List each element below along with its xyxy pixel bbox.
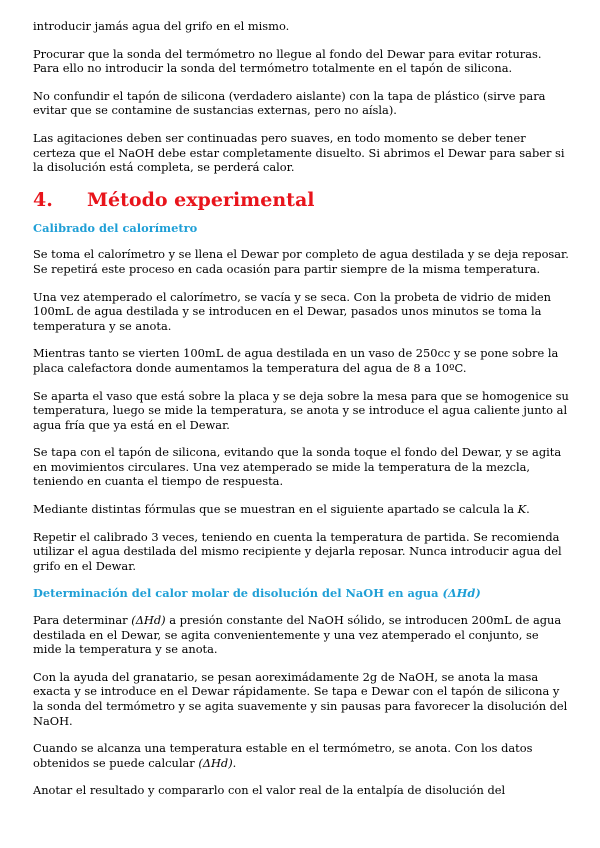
paragraph-granatario: Con la ayuda del granatario, se pesan aoreximádamente 2g de NaOH, se anota la masa exacta y se introduce en el Dewar rápidamente. Se tapa e Dewar con el tapón de silicona y la sonda del termómetro y se agita suavemente y sin pausas para favorecer la disolución del NaOH. <box>33 669 568 728</box>
determinar-pre: Para determinar <box>33 613 128 628</box>
paragraph-repetir: Repetir el calibrado 3 veces, teniendo en cuenta la temperatura de partida. Se recomienda utilizar el agua destilada del mismo recipiente y dejarla reposar. Nunca introducir agua del grifo en el Dewar. <box>33 529 562 573</box>
section-heading <box>33 188 570 212</box>
paragraph-anotar: Anotar el resultado y compararlo con el valor real de la entalpía de disolución del <box>33 783 506 798</box>
section-title: Método experimental <box>87 188 315 211</box>
paragraph-sonda: Procurar que la sonda del termómetro no llegue al fondo del Dewar para evitar roturas. Para ello no introducir la sonda del termómetro totalmente en el tapón de silicona. <box>33 46 542 76</box>
paragraph-temperatura-estable <box>33 741 570 770</box>
temperatura-var: (ΔHd) <box>198 755 233 770</box>
subheading-calibrado: Calibrado del calorímetro <box>33 220 198 235</box>
formula-variable: K <box>517 502 527 517</box>
paragraph-calibrado-2: Una vez atemperado el calorímetro, se vacía y se seca. Con la probeta de vidrio de miden 100mL de agua destilada y se introducen en el Dewar, pasados unos minutos se toma la temperatura y se anota. <box>33 289 551 333</box>
determinar-var: (ΔHd) <box>131 613 166 628</box>
paragraph-tapon: No confundir el tapón de silicona (verdadero aislante) con la tapa de plástico (sirve para evitar que se contamine de sustancias externas, pero no aísla). <box>33 88 546 118</box>
paragraph-calibrado-5: Se tapa con el tapón de silicona, evitando que la sonda toque el fondo del Dewar, y se agita en movimientos circulares. Una vez atemperado se mide la temperatura de la mezcla, teniendo en cuanta el tiempo de respuesta. <box>33 445 562 489</box>
paragraph-calibrado-1: Se toma el calorímetro y se llena el Dewar por completo de agua destilada y se deja reposar. Se repetirá este proceso en cada ocasión para partir siempre de la misma temperatura. <box>33 247 569 276</box>
temperatura-end: . <box>232 755 237 770</box>
subheading-determinacion-text: Determinación del calor molar de disolución del NaOH en agua <box>33 586 439 601</box>
section-number: 4. <box>33 188 53 211</box>
determinar-post: a presión constante del NaOH sólido, se introducen 200mL de agua destilada en el Dewar, se agita convenientemente y una vez atemperado el conjunto, se mide la temperatura y se anota. <box>33 613 562 657</box>
temperatura-pre: Cuando se alcanza una temperatura estable en el termómetro, se anota. Con los datos obtenidos se puede calcular <box>33 741 533 770</box>
paragraph-calibrado-3: Mientras tanto se vierten 100mL de agua destilada en un vaso de 250cc y se pone sobre la placa calefactora donde aumentamos la temperatura del agua de 8 a 10ºC. <box>33 346 559 375</box>
paragraph-determinar <box>33 613 570 657</box>
formula-end: . <box>526 502 530 517</box>
subheading-determinacion <box>33 586 570 601</box>
paragraph-calibrado-4: Se aparta el vaso que está sobre la placa y se deja sobre la mesa para que se homogenice su temperatura, luego se mide la temperatura, se anota y se introduce el agua caliente junto al agua fría que ya está en el Dewar. <box>33 388 569 432</box>
paragraph-grifo: introducir jamás agua del grifo en el mismo. <box>33 19 290 33</box>
formula-text: Mediante distintas fórmulas que se muestran en el siguiente apartado se calcula la <box>33 502 514 517</box>
paragraph-formulas <box>33 502 570 517</box>
paragraph-agitaciones: Las agitaciones deben ser continuadas pero suaves, en todo momento se deber tener certeza que el NaOH debe estar completamente disuelto. Si abrimos el Dewar para saber si la disolución está completa, se perderá calor. <box>33 130 565 175</box>
subheading-determinacion-var: (ΔHd) <box>442 586 481 601</box>
